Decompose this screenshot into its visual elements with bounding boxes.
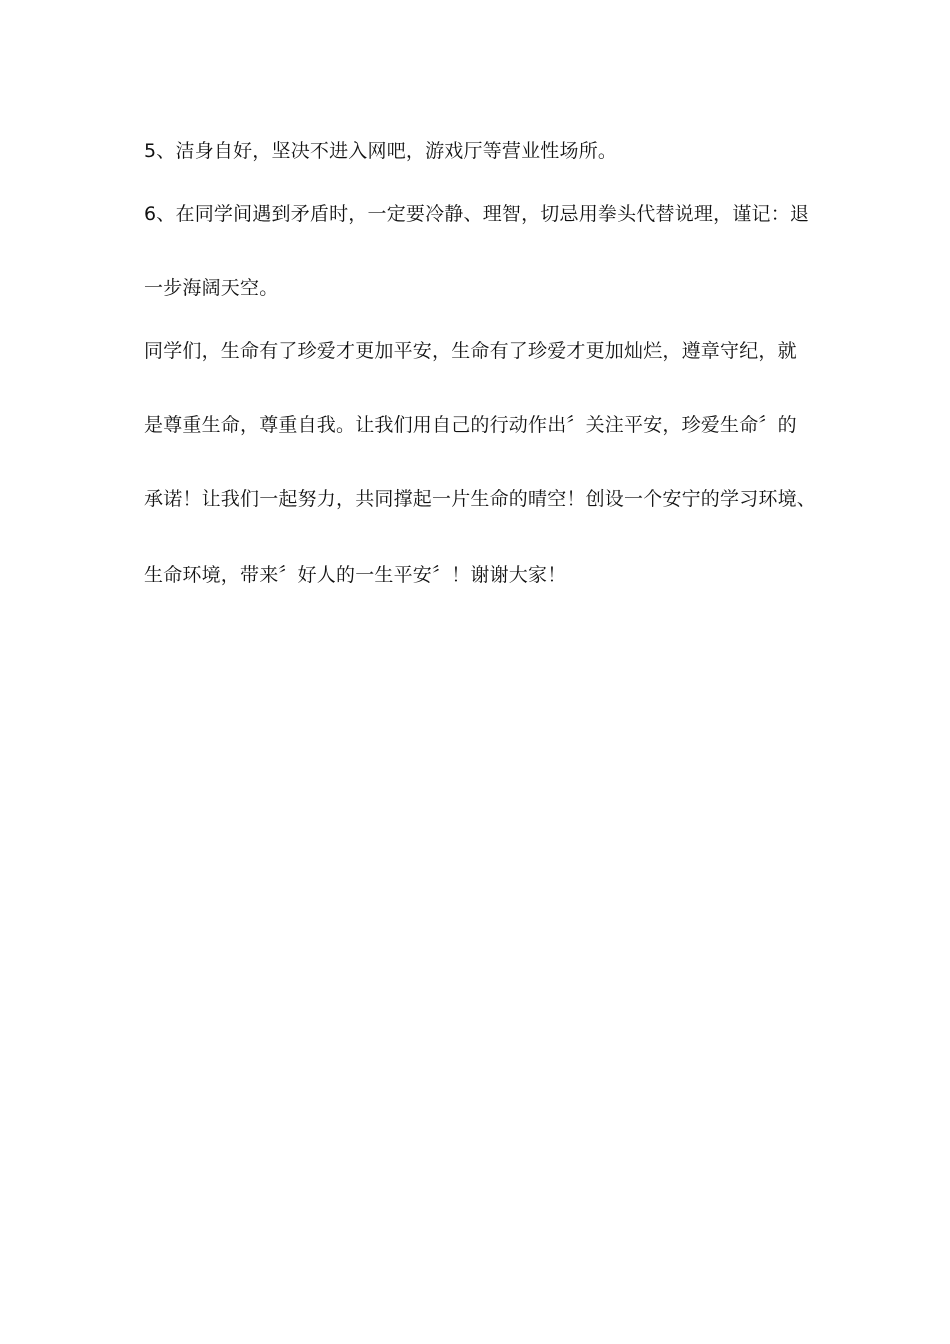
text-line-rule-6: 6、在同学间遇到矛盾时，一定要冷静、理智，切忌用拳头代替说理，谨记：退 <box>144 203 810 225</box>
text-line-closing-1: 同学们，生命有了珍爱才更加平安，生命有了珍爱才更加灿烂，遵章守纪，就 <box>144 340 797 362</box>
text-line-closing-3: 承诺！让我们一起努力，共同撑起一片生命的晴空！创设一个安宁的学习环境、 <box>144 488 817 510</box>
text-line-closing-4: 生命环境，带来〞好人的一生平安〞！谢谢大家！ <box>144 564 567 586</box>
text-line-rule-6-continued: 一步海阔天空。 <box>144 277 279 299</box>
text-line-closing-2: 是尊重生命，尊重自我。让我们用自己的行动作出〞关注平安，珍爱生命〞的 <box>144 414 797 436</box>
text-line-rule-5: 5、洁身自好，坚决不进入网吧，游戏厅等营业性场所。 <box>144 140 618 162</box>
